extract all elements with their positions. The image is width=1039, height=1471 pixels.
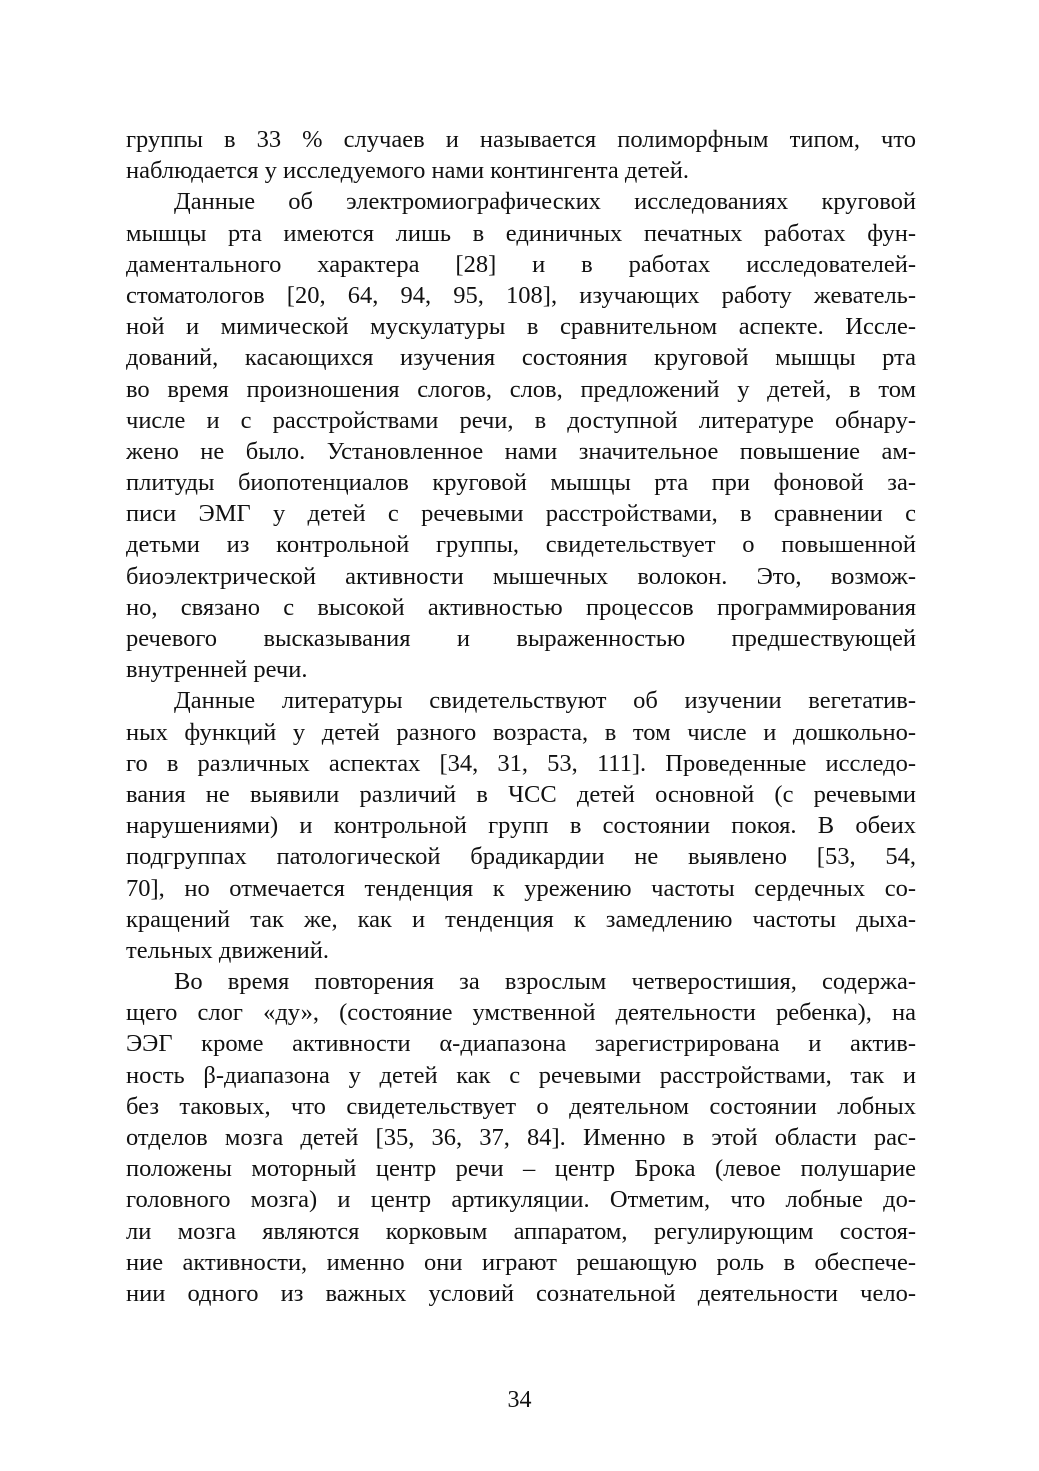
text-line: речевого высказывания и выраженностью предшествующей xyxy=(126,625,916,652)
text-line: во время произношения слогов, слов, предложений у детей, в том xyxy=(126,375,916,403)
text-line: плитуды биопотенциалов круговой мышцы рта при фоновой за- xyxy=(126,469,916,497)
text-line: положены моторный центр речи – центр Брока (левое полушарие xyxy=(126,1155,916,1183)
text-line: вания не выявили различий в ЧСС детей основной (с речевыми xyxy=(126,780,916,808)
text-line: щего слог «ду», (состояние умственной деятельности ребенка), на xyxy=(126,999,916,1027)
text-line: отделов мозга детей [35, 36, 37, 84]. Именно в этой области рас- xyxy=(126,1124,916,1151)
page-number: 34 xyxy=(507,1387,532,1413)
text-line: группы в 33 % случаев и называется полиморфным типом, что xyxy=(126,126,916,153)
text-line: стоматологов [20, 64, 94, 95, 108], изучающих работу жеватель- xyxy=(126,281,916,309)
text-line: ЭЭГ кроме активности α-диапазона зарегистрирована и актив- xyxy=(126,1030,916,1058)
text-line: числе и с расстройствами речи, в доступной литературе обнару- xyxy=(126,406,916,434)
text-line: ность β-диапазона у детей как с речевыми расстройствами, так и xyxy=(126,1061,916,1089)
text-line: наблюдается у исследуемого нами контингента детей. xyxy=(126,157,690,185)
text-line: ной и мимической мускулатуры в сравнительном аспекте. Иссле- xyxy=(126,313,916,341)
text-line: головного мозга) и центр артикуляции. Отметим, что лобные до- xyxy=(126,1186,916,1214)
text-line: но, связано с высокой активностью процессов программирования xyxy=(126,593,916,621)
text-line: без таковых, что свидетельствует о деятельном состоянии лобных xyxy=(126,1092,916,1120)
text-line: биоэлектрической активности мышечных волокон. Это, возмож- xyxy=(126,562,916,590)
text-line: го в различных аспектах [34, 31, 53, 111]. Проведенные исследо- xyxy=(126,749,916,777)
text-line: тельных движений. xyxy=(126,936,330,964)
text-line: мышцы рта имеются лишь в единичных печатных работах фун- xyxy=(126,219,916,247)
text-line: внутренней речи. xyxy=(126,656,308,684)
text-line: ние активности, именно они играют решающую роль в обеспече- xyxy=(126,1248,916,1276)
text-line: даментального характера [28] и в работах исследователей- xyxy=(126,250,916,278)
body-text xyxy=(126,124,916,1309)
paragraph-first-line: Данные литературы свидетельствуют об изучении вегетатив- xyxy=(174,687,916,715)
text-line: ли мозга являются корковым аппаратом, регулирующим состоя- xyxy=(126,1217,916,1245)
text-line: детьми из контрольной группы, свидетельствует о повышенной xyxy=(126,531,916,559)
text-line: дований, касающихся изучения состояния круговой мышцы рта xyxy=(126,344,916,372)
text-line: кращений так же, как и тенденция к замедлению частоты дыха- xyxy=(126,905,916,933)
text-line: подгруппах патологической брадикардии не выявлено [53, 54, xyxy=(126,843,916,871)
text-line: жено не было. Установленное нами значительное повышение ам- xyxy=(126,437,916,465)
text-line: 70], но отмечается тенденция к урежению частоты сердечных со- xyxy=(126,874,916,902)
paragraph-first-line: Данные об электромиографических исследованиях круговой xyxy=(174,188,916,216)
text-line: нии одного из важных условий сознательной деятельности чело- xyxy=(126,1279,916,1307)
text-line: нарушениями) и контрольной групп в состоянии покоя. В обеих xyxy=(126,812,916,840)
paragraph-first-line: Во время повторения за взрослым четверостишия, содержа- xyxy=(174,968,916,996)
text-line: писи ЭМГ у детей с речевыми расстройствами, в сравнении с xyxy=(126,500,916,528)
text-line: ных функций у детей разного возраста, в том числе и дошкольно- xyxy=(126,718,916,746)
